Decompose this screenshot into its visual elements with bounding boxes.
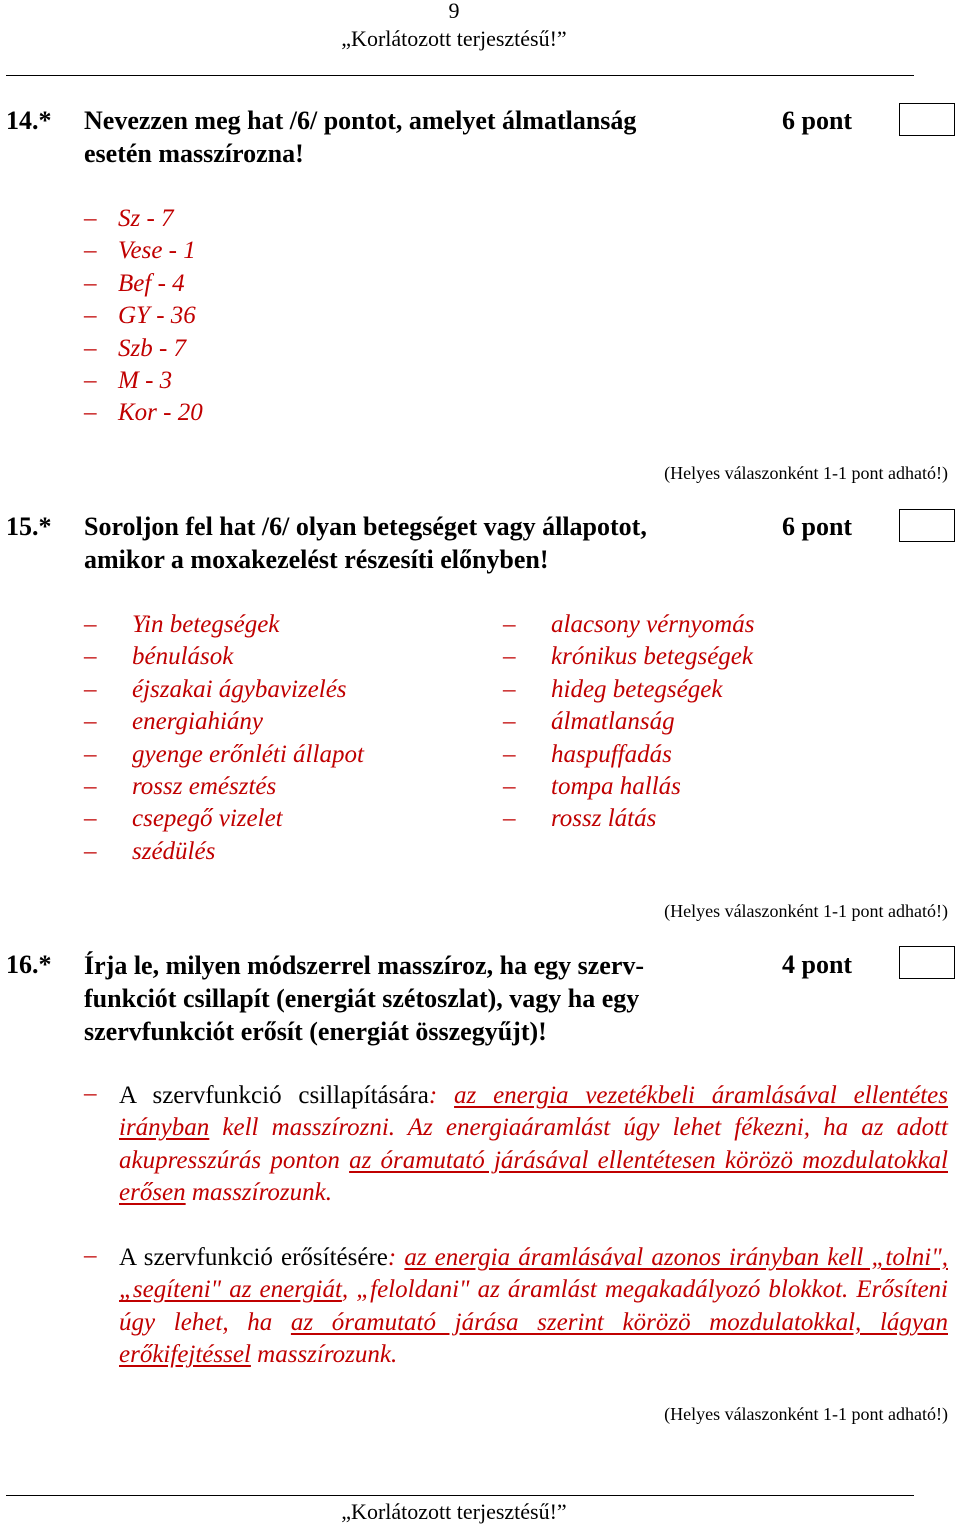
q14-number: 14.* bbox=[6, 106, 52, 135]
dash-bullet: – bbox=[84, 611, 97, 638]
dash-bullet: – bbox=[84, 367, 97, 395]
header-divider bbox=[6, 75, 914, 76]
footer-distribution-notice: „Korlátozott terjesztésű!” bbox=[341, 1499, 567, 1524]
q16-number: 16.* bbox=[6, 950, 52, 979]
list-item: – Vese - 1 bbox=[84, 235, 203, 267]
dash-bullet: – bbox=[84, 837, 97, 865]
dash-bullet: – bbox=[84, 269, 97, 297]
list-item: – Bef - 4 bbox=[84, 268, 203, 300]
q16-line2: funkciót csillapít (energiát szétoszlat), vagy ha egy bbox=[84, 984, 640, 1013]
list-item: – Yin betegségek bbox=[84, 609, 364, 641]
q16-score-box[interactable] bbox=[899, 946, 955, 979]
dash-bullet: – bbox=[503, 740, 516, 768]
distribution-notice: „Korlátozott terjesztésű!” bbox=[341, 26, 567, 51]
dash-bullet: – bbox=[503, 611, 516, 638]
q15-question bbox=[84, 510, 647, 576]
dash-bullet: – bbox=[84, 399, 97, 427]
dash-bullet: – bbox=[84, 708, 97, 736]
q16-points: 4 pont bbox=[782, 950, 853, 979]
dash-bullet: – bbox=[84, 237, 97, 265]
list-item: – rossz látás bbox=[503, 803, 754, 835]
dash-bullet: – bbox=[503, 675, 516, 703]
list-item: – haspuffadás bbox=[503, 739, 754, 771]
q14-scoring-note: (Helyes válaszonként 1-1 pont adható!) bbox=[664, 463, 948, 483]
list-item: – csepegő vizelet bbox=[84, 803, 364, 835]
list-item: – energiahiány bbox=[84, 706, 364, 738]
list-item: – álmatlanság bbox=[503, 706, 754, 738]
page-number: 9 bbox=[448, 0, 460, 23]
answer-2-key-method: az óramutató járása szerint körözö mozdulatokkal, lágyan erőkifejtéssel bbox=[119, 1308, 948, 1369]
dash-bullet: – bbox=[84, 773, 97, 801]
dash-bullet: – bbox=[84, 302, 97, 330]
list-item: – hideg betegségek bbox=[503, 674, 754, 706]
dash-bullet: – bbox=[84, 1242, 97, 1269]
dash-bullet: – bbox=[84, 675, 97, 703]
answer-2-lead: A szervfunkció erősítésére bbox=[119, 1244, 388, 1271]
q15-scoring-note: (Helyes válaszonként 1-1 pont adható!) bbox=[664, 901, 948, 921]
dash-bullet: – bbox=[503, 708, 516, 736]
q14-line1: Nevezzen meg hat /6/ pontot, amelyet álmatlanság bbox=[84, 106, 637, 135]
list-item: – M - 3 bbox=[84, 365, 203, 397]
answer-1-key-phrase: az energia vezetékbeli áramlásával ellentétes irányban bbox=[119, 1082, 948, 1142]
list-item: – Szb - 7 bbox=[84, 333, 203, 365]
q16-line3: szervfunkciót erősít (energiát összegyűjt)! bbox=[84, 1017, 547, 1046]
dash-bullet: – bbox=[503, 805, 516, 833]
q16-answer-1: A szervfunkció csillapítására: az energia vezetékbeli áramlásával ellentétes irányban kell masszírozni. Az energiaáramlást úgy lehet fékezni, ha az adott akupresszúrás ponton az óramutató járásával ellentétesen körözö mozdulatokkal erősen masszírozunk. bbox=[119, 1082, 948, 1207]
dash-bullet: – bbox=[84, 805, 97, 833]
answer-1-key-method: az óramutató járásával ellentétesen körözö mozdulatokkal erősen bbox=[119, 1146, 948, 1207]
q15-score-box[interactable] bbox=[899, 509, 955, 542]
list-item: – bénulások bbox=[84, 641, 364, 673]
dash-bullet: – bbox=[84, 1080, 97, 1107]
q15-line1: Soroljon fel hat /6/ olyan betegséget vagy állapotot, bbox=[84, 512, 647, 541]
list-item: – szédülés bbox=[84, 836, 364, 868]
q15-points: 6 pont bbox=[782, 512, 853, 541]
dash-bullet: – bbox=[84, 334, 97, 362]
q16-question bbox=[84, 949, 644, 1048]
dash-bullet: – bbox=[84, 643, 97, 671]
list-item: – éjszakai ágybavizelés bbox=[84, 674, 364, 706]
list-item: – Kor - 20 bbox=[84, 397, 203, 429]
answer-1-lead: A szervfunkció csillapítására bbox=[119, 1082, 429, 1109]
list-item: – krónikus betegségek bbox=[503, 641, 754, 673]
list-item: – tompa hallás bbox=[503, 771, 754, 803]
q15-line2: amikor a moxakezelést részesíti előnyben! bbox=[84, 545, 549, 574]
list-item: – alacsony vérnyomás bbox=[503, 609, 754, 641]
list-item: – rossz emésztés bbox=[84, 771, 364, 803]
q14-answer-list bbox=[84, 203, 203, 430]
q14-points: 6 pont bbox=[782, 106, 853, 135]
q14-line2: esetén masszírozna! bbox=[84, 139, 304, 168]
list-item: – gyenge erőnléti állapot bbox=[84, 739, 364, 771]
dash-bullet: – bbox=[84, 205, 97, 232]
q15-number: 15.* bbox=[6, 512, 52, 541]
q14-score-box[interactable] bbox=[899, 103, 955, 136]
q15-answer-list-right bbox=[503, 609, 754, 836]
footer-divider bbox=[6, 1495, 914, 1496]
list-item: – GY - 36 bbox=[84, 300, 203, 332]
q16-scoring-note: (Helyes válaszonként 1-1 pont adható!) bbox=[664, 1404, 948, 1424]
dash-bullet: – bbox=[503, 643, 516, 671]
dash-bullet: – bbox=[503, 773, 516, 801]
q15-answer-list-left bbox=[84, 609, 364, 868]
answer-2-key-phrase: az energia áramlásával azonos irányban kell „tolni", „segíteni" az energiát bbox=[119, 1244, 948, 1304]
q16-answer-2: A szervfunkció erősítésére: az energia áramlásával azonos irányban kell „tolni", „segíteni" az energiát, „feloldani" az áramlást megakadályozó blokkot. Erősíteni úgy lehet, ha az óramutató járása szerint körözö mozdulatokkal, lágyan erőkifejtéssel masszírozunk. bbox=[119, 1244, 948, 1369]
list-item: – Sz - 7 bbox=[84, 203, 203, 235]
dash-bullet: – bbox=[84, 740, 97, 768]
q14-question bbox=[84, 104, 636, 170]
q16-line1: Írja le, milyen módszerrel masszíroz, ha egy szerv- bbox=[84, 951, 645, 980]
